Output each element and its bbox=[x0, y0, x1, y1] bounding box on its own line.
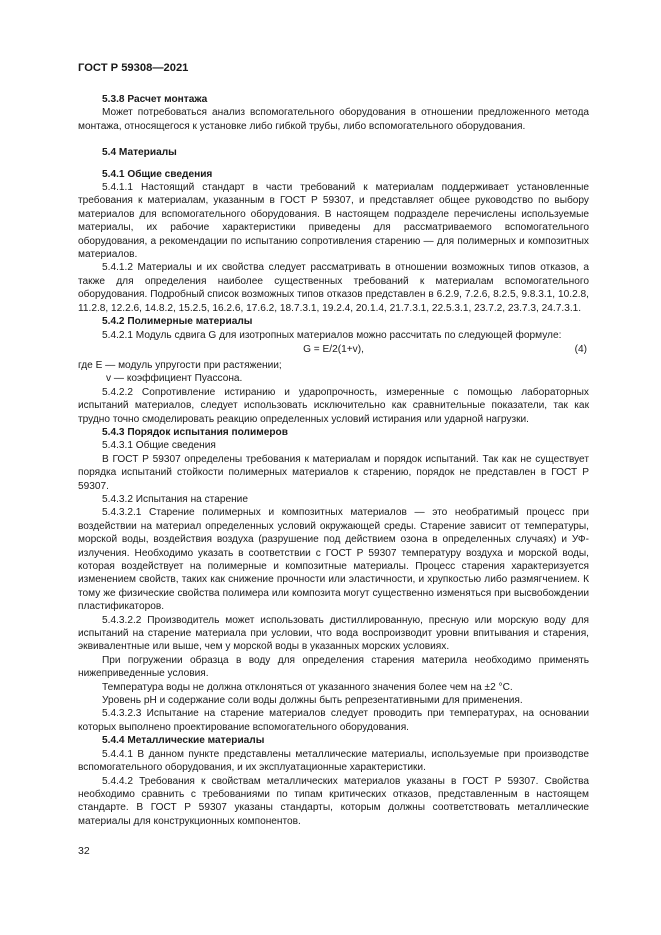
page-number: 32 bbox=[78, 845, 90, 857]
subsection-heading: 5.4.3.1 Общие сведения bbox=[102, 440, 216, 452]
paragraph: 5.4.4.1 В данном пункте представлены металлические материалы, используемые при производстве вспомогательного оборудования, и их эксплуатационные характеристики. bbox=[78, 748, 589, 774]
paragraph: 5.4.1.1 Настоящий стандарт в части требований к материалам поддерживает установленные требования к материалам, указанным в ГОСТ Р 59307, и представляет общее руководство по выбору материалов для вспомогательного оборудования. В настоящем подразделе перечислены используемые материалы, их рабочие характеристики приведены для рассматриваемого вспомогательного оборудования, а рекомендации по испытанию сопротивления старению — для полимерных и композитных материалов. bbox=[78, 182, 589, 261]
paragraph: В ГОСТ Р 59307 определены требования к материалам и порядок испытаний. Так как не существует порядка испытаний стойкости полимерных материалов к старению, порядок не представлен в ГОСТ Р 59307. bbox=[78, 453, 589, 492]
section-heading: 5.4.2 Полимерные материалы bbox=[102, 316, 253, 328]
document-body bbox=[78, 93, 589, 828]
paragraph: 5.4.4.2 Требования к свойствам металлических материалов указаны в ГОСТ Р 59307. Свойства необходимо сравнить с требованиями по типам критических отказов, представленным в настоящем стандарте. В ГОСТ Р 59307 указаны стандарты, которым должны соответствовать металлические материалы для конструкционных компонентов. bbox=[78, 775, 589, 827]
section-heading: 5.4.3 Порядок испытания полимеров bbox=[102, 426, 288, 438]
spacer bbox=[78, 133, 589, 146]
paragraph: 5.4.2.2 Сопротивление истиранию и ударопрочность, измеренные с помощью лабораторных испытаний материалов, следует использовать исключительно как сравнительные показатели, так как трудно точно смоделировать реакцию определенных условий истирания или ударной нагрузки. bbox=[78, 386, 589, 425]
section-heading: 5.4 Материалы bbox=[102, 147, 177, 159]
formula bbox=[78, 343, 589, 358]
paragraph: Может потребоваться анализ вспомогательного оборудования в отношении предложенного метода монтажа, относящегося к установке либо гибкой трубы, либо вспомогательного оборудования. bbox=[78, 107, 589, 132]
formula-legend: где E — модуль упругости при растяжении; bbox=[78, 359, 282, 371]
formula-legend: v — коэффициент Пуассона. bbox=[106, 373, 243, 385]
formula-number: (4) bbox=[574, 343, 587, 355]
section-heading: 5.3.8 Расчет монтажа bbox=[102, 94, 208, 105]
paragraph: 5.4.3.2.2 Производитель может использовать дистиллированную, пресную или морскую воду для испытаний на старение материала при условии, что вода воспроизводит уровни впитывания и старения, эквивалентные или выше, чем у морской воды в указанных морских условиях. bbox=[78, 614, 589, 653]
paragraph: Уровень pH и содержание соли воды должны быть репрезентативными для применения. bbox=[102, 695, 523, 707]
section-heading: 5.4.1 Общие сведения bbox=[102, 168, 213, 180]
document-header: ГОСТ Р 59308—2021 bbox=[78, 62, 189, 74]
formula-expression: G = E/2(1+v), bbox=[303, 343, 364, 355]
paragraph: 5.4.2.1 Модуль сдвига G для изотропных материалов можно рассчитать по следующей формуле: bbox=[102, 329, 562, 341]
subsection-heading: 5.4.3.2 Испытания на старение bbox=[102, 493, 248, 505]
paragraph: При погружении образца в воду для определения старения материла необходимо применять нижеприведенные условия. bbox=[78, 654, 589, 680]
paragraph: 5.4.1.2 Материалы и их свойства следует рассматривать в отношении возможных типов отказов, а также для определения наиболее существенных требований к материалам вспомогательного оборудования. Подробный список возможных типов отказов представлен в 6.2.9, 7.2.6, 8.2.5, 9.8.3.1, 10.2.8, 11.2.8, 12.2.6, 14.8.2, 15.2.5, 16.2.6, 17.6.2, 18.7.3.1, 19.2.4, 20.1.4, 21.7.3.1, 22.5.3.1, 23.7.2, 23.7.3, 24.7.3.1. bbox=[78, 262, 589, 314]
paragraph: Температура воды не должна отклоняться от указанного значения более чем на ±2 °С. bbox=[102, 681, 513, 693]
paragraph: 5.4.3.2.1 Старение полимерных и композитных материалов — это необратимый процесс при воздействии на материал определенных условий окружающей среды. Старение зависит от температуры, морской воды, воздействия воздуха (разрушение под действием озона в определенных случаях) и УФ-излучения. Необходимо указать в соответствии с ГОСТ Р 59307 температуру воздуха и морской воды, которая воздействует на полимерные и композитные материалы. Процесс старения характеризуется изменением свойств, таких как снижение прочности или эластичности, и хрупкостью либо размягчением. К тому же физические свойства полимера или композита могут существенно изменяться при высвобождении пластификаторов. bbox=[78, 507, 589, 613]
paragraph: 5.4.3.2.3 Испытание на старение материалов следует проводить при температурах, на основании которых выполнено проектирование вспомогательного оборудования. bbox=[78, 708, 589, 733]
section-heading: 5.4.4 Металлические материалы bbox=[102, 735, 265, 747]
spacer bbox=[78, 160, 589, 168]
